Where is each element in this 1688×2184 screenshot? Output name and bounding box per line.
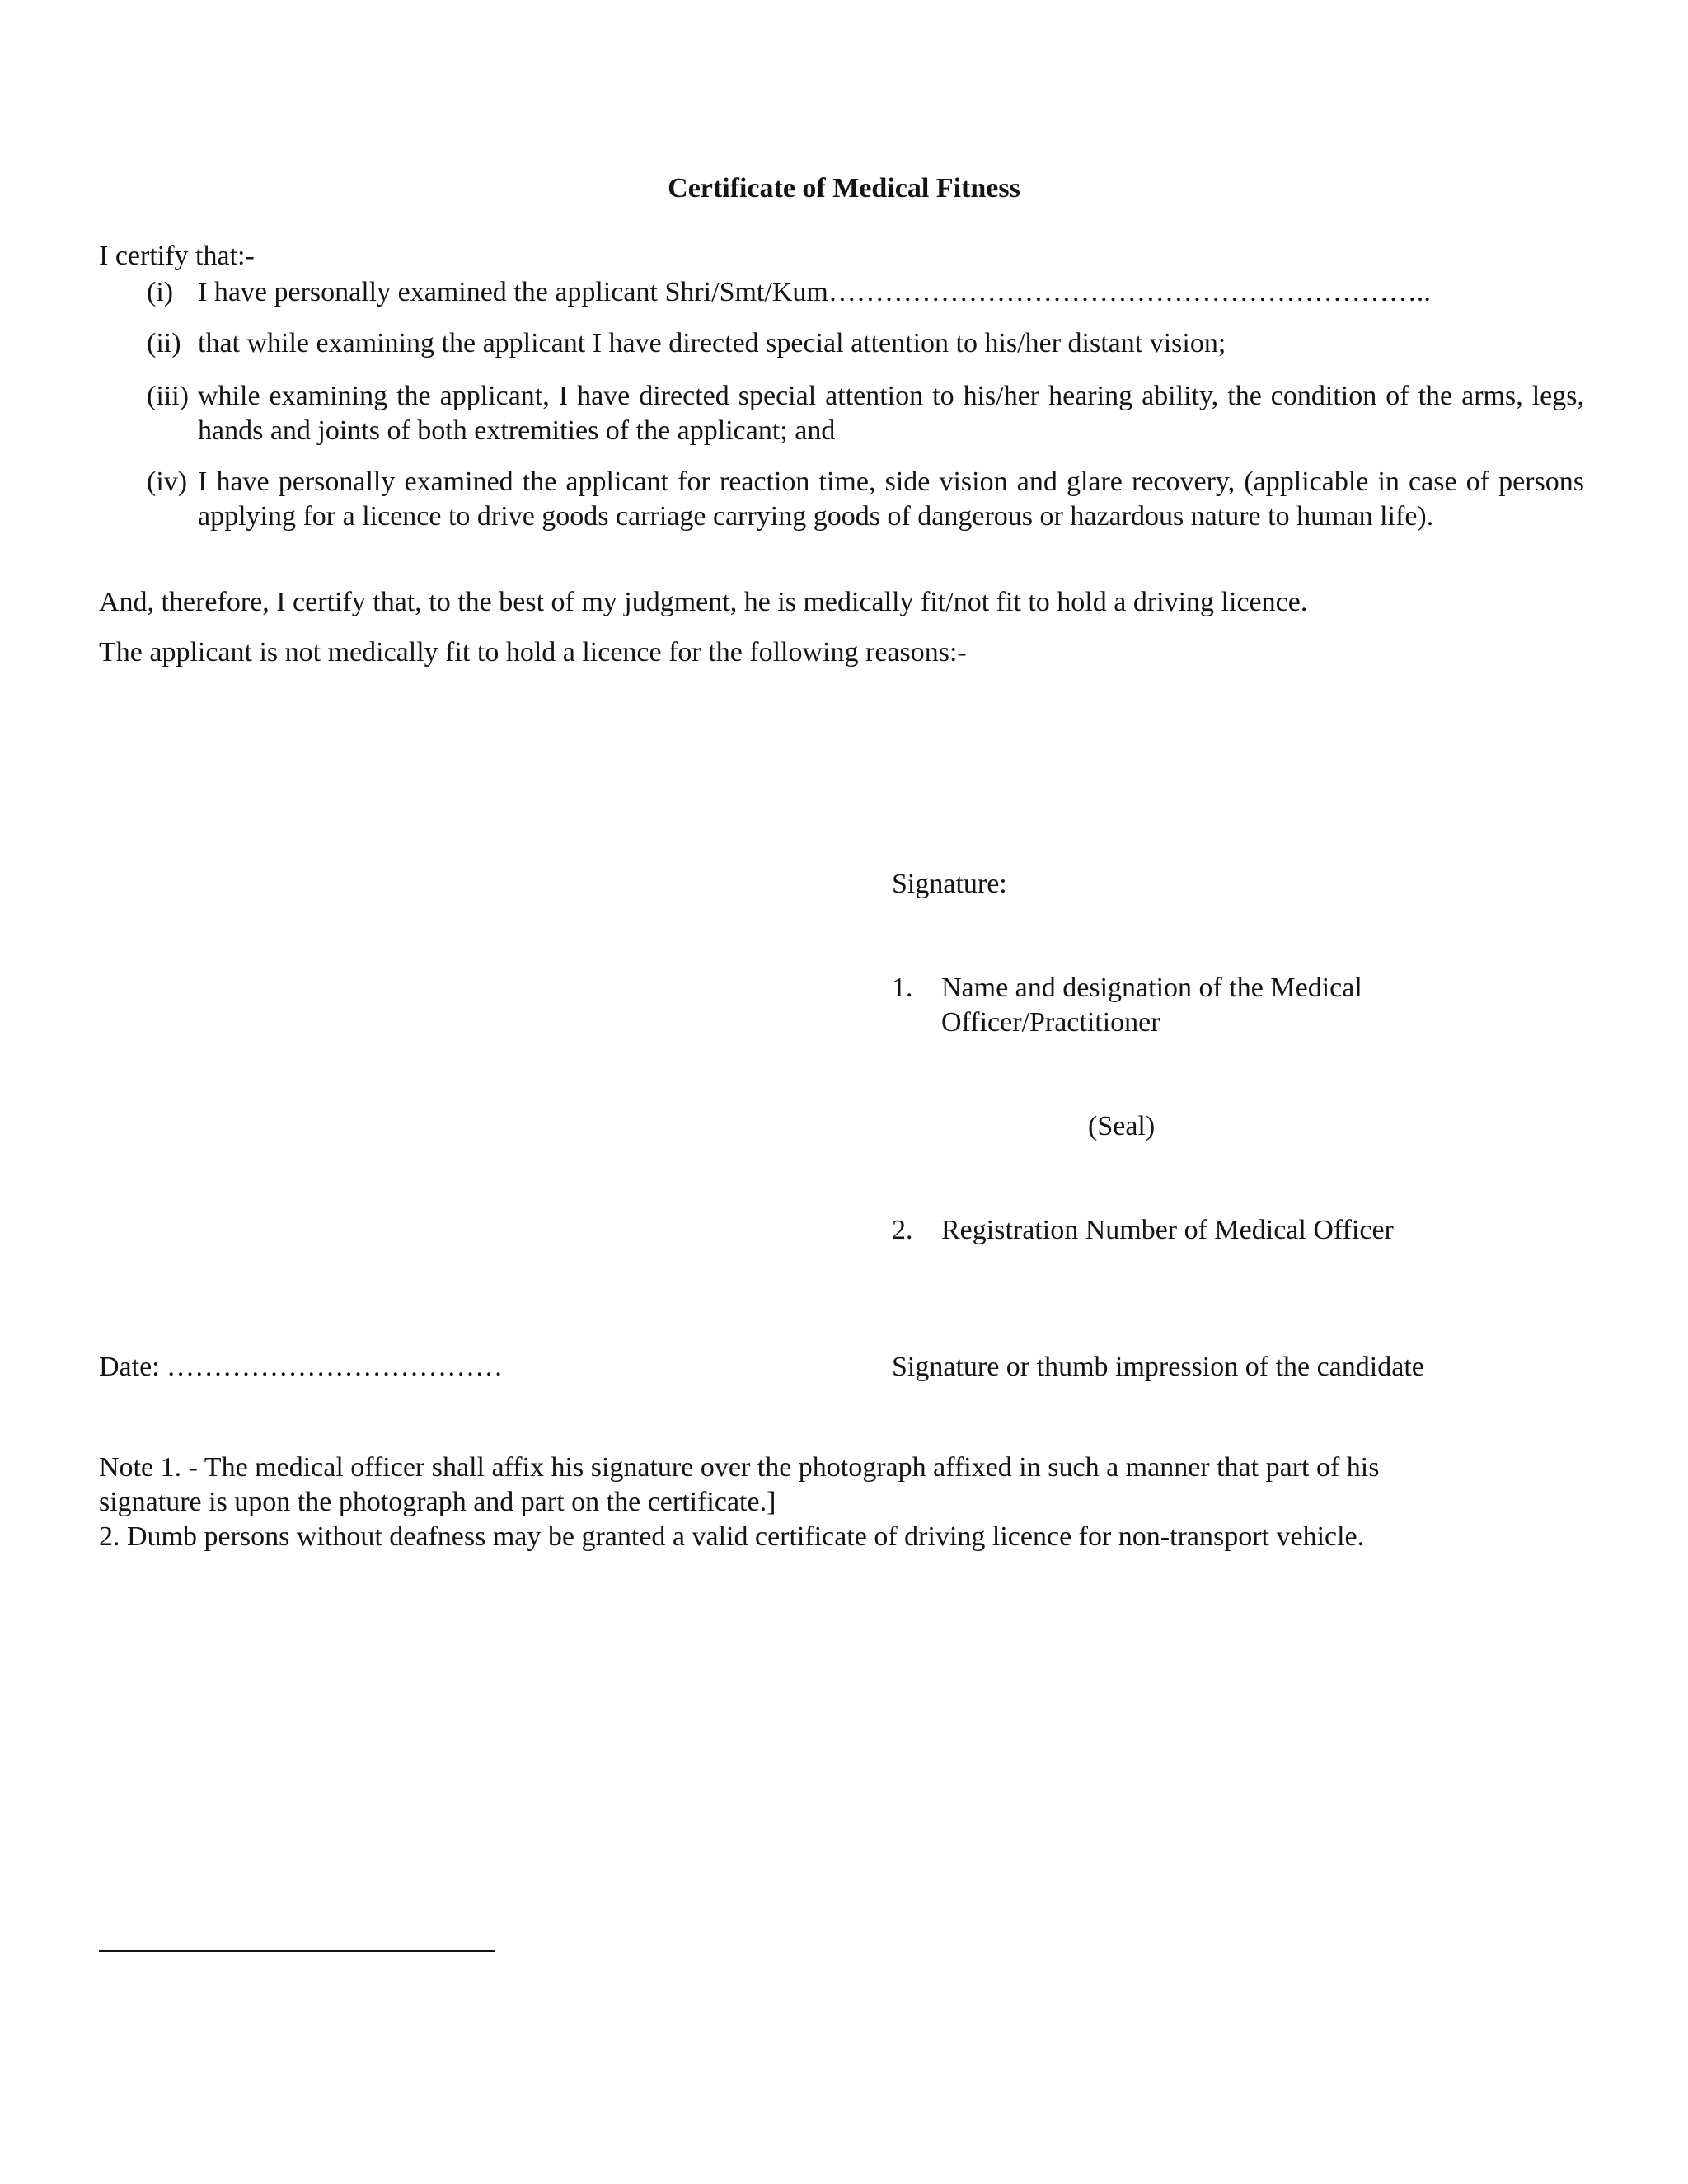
field-label: Registration Number of Medical Officer <box>941 1215 1394 1245</box>
certification-statement: And, therefore, I certify that, to the best of my judgment, he is medically fit/not fit to hold a driving licence. <box>99 587 1308 617</box>
notes <box>99 1451 1500 1554</box>
candidate-signature-label: Signature or thumb impression of the candidate <box>892 1352 1424 1382</box>
note-line: signature is upon the photograph and part on the certificate.] <box>99 1487 776 1517</box>
reasons-label: The applicant is not medically fit to hold a licence for the following reasons:- <box>99 637 967 668</box>
registration-number-field <box>892 1213 1469 1248</box>
seal-label: (Seal) <box>1088 1111 1156 1141</box>
item-text: I have personally examined the applicant Shri/Smt/Kum……………………………………………………….. <box>198 277 1431 307</box>
signature-label: Signature: <box>892 869 1007 899</box>
page-title: Certificate of Medical Fitness <box>668 173 1020 204</box>
footnote-divider <box>99 1950 495 1952</box>
certify-item <box>147 379 1584 448</box>
item-number: (iv) <box>147 466 188 497</box>
certify-item <box>147 465 1584 534</box>
item-number: (ii) <box>147 328 181 359</box>
certify-item <box>147 326 1584 361</box>
officer-name-field <box>892 971 1469 1040</box>
item-number: (i) <box>147 277 174 307</box>
item-number: (iii) <box>147 381 189 411</box>
note-line: Note 1. - The medical officer shall affix his signature over the photograph affixed in such a manner that part of his <box>99 1452 1380 1483</box>
item-text: I have personally examined the applicant for reaction time, side vision and glare recovery, (applicable in case of persons applying for a licence to drive goods carriage carrying goods of dangerous or hazardous nature to human life). <box>198 466 1584 532</box>
note-line: 2. Dumb persons without deafness may be granted a valid certificate of driving licence for non-transport vehicle. <box>99 1521 1365 1552</box>
date-field: Date: ……………………………… <box>99 1352 504 1382</box>
field-number: 1. <box>892 972 913 1003</box>
field-number: 2. <box>892 1215 913 1245</box>
intro-text: I certify that:- <box>99 241 255 271</box>
item-text: while examining the applicant, I have directed special attention to his/her hearing ability, the condition of the arms, legs, hands and joints of both extremities of the applicant; and <box>198 381 1584 446</box>
item-text: that while examining the applicant I have directed special attention to his/her distant vision; <box>198 328 1226 359</box>
certify-item <box>147 275 1584 310</box>
field-label: Name and designation of the Medical Officer/Practitioner <box>941 972 1362 1038</box>
